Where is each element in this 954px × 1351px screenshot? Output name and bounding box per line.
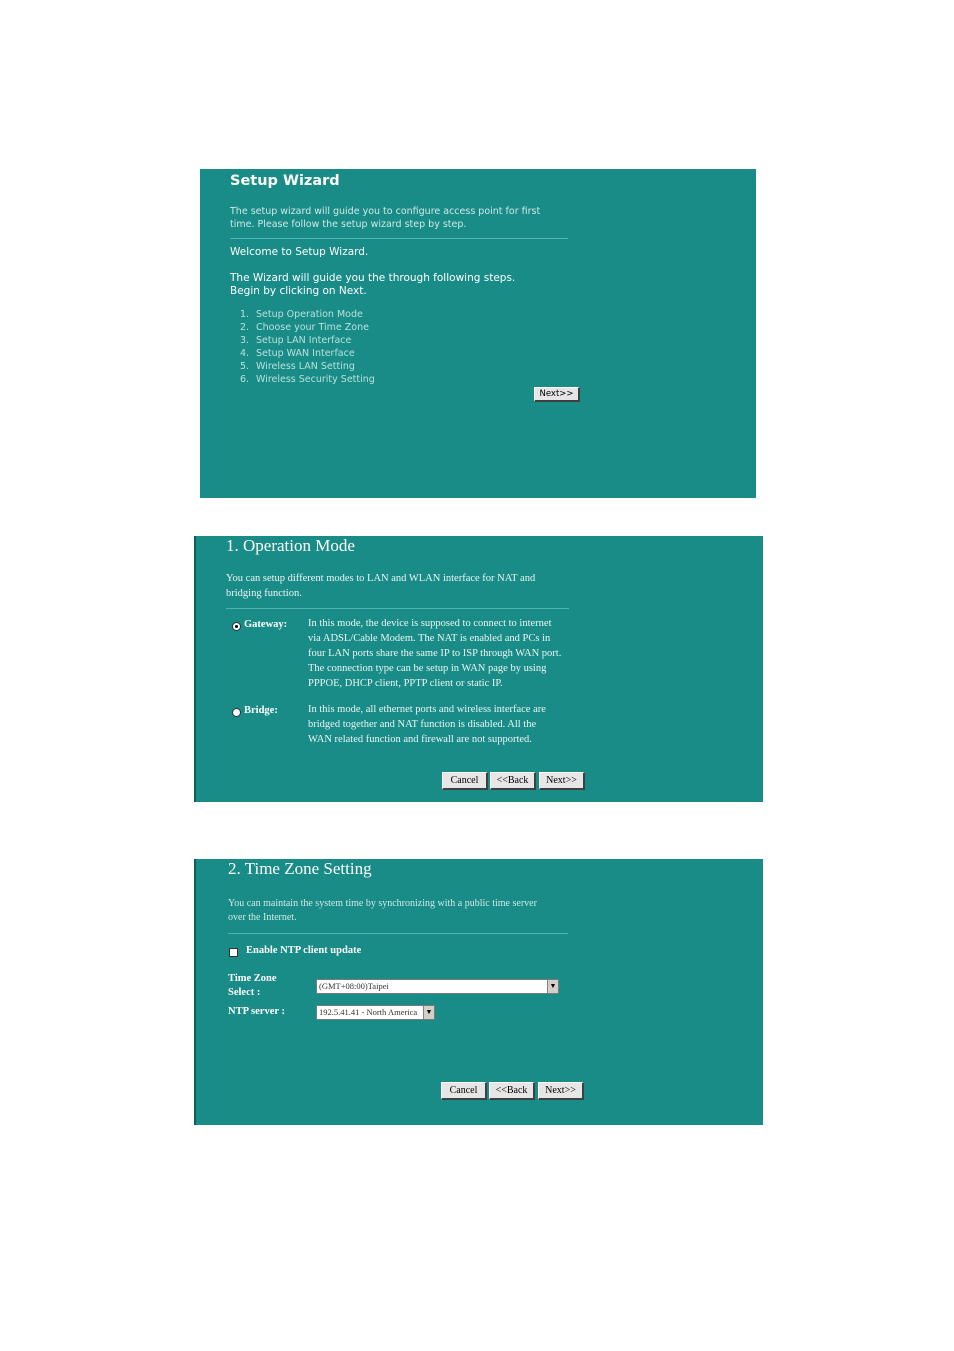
list-item: 1. Setup Operation Mode [240,309,363,320]
back-button[interactable]: <<Back [490,772,536,790]
chevron-down-icon[interactable]: ▼ [547,980,558,993]
back-button[interactable]: <<Back [489,1082,535,1100]
time-zone-label: Time Zone Select : [228,973,277,998]
operation-mode-intro-line2: bridging function. [226,588,302,599]
operation-mode-panel [194,536,763,802]
wizard-next-button[interactable]: Next>> [534,387,580,402]
wizard-divider [230,238,568,239]
setup-wizard-panel [200,169,756,498]
gateway-radio[interactable] [232,622,241,631]
ntp-enable-checkbox[interactable] [229,948,238,957]
cancel-button[interactable]: Cancel [442,772,488,790]
wizard-welcome: Welcome to Setup Wizard. [230,246,369,258]
list-item: 5. Wireless LAN Setting [240,361,355,372]
operation-mode-divider [226,608,569,609]
list-item: 2. Choose your Time Zone [240,322,369,333]
wizard-intro-line2: time. Please follow the setup wizard step by step. [230,219,467,230]
list-item: 6. Wireless Security Setting [240,374,375,385]
bridge-label: Bridge: [244,705,278,716]
gateway-description: In this mode, the device is supposed to connect to internet via ADSL/Cable Modem. The NAT is enabled and PCs in four LAN ports share the same IP to ISP through WAN port. The connection type can be setup in WAN page by using PPPOE, DHCP client, PPTP client or static IP. [308,618,562,689]
time-zone-panel [194,859,763,1125]
time-zone-intro-line2: over the Internet. [228,912,297,923]
ntp-enable-label: Enable NTP client update [246,945,362,956]
bridge-radio[interactable] [232,708,241,717]
wizard-step-list [240,308,375,386]
time-zone-select[interactable]: (GMT+08:00)Taipei ▼ [316,979,559,994]
time-zone-title: 2. Time Zone Setting [228,859,372,878]
time-zone-divider [228,933,568,934]
operation-mode-intro-line1: You can setup different modes to LAN and WLAN interface for NAT and [226,573,536,584]
wizard-guide-line2: Begin by clicking on Next. [230,285,367,297]
gateway-label: Gateway: [244,619,288,630]
wizard-intro-line1: The setup wizard will guide you to configure access point for first [230,206,541,217]
list-item: 4. Setup WAN Interface [240,348,355,359]
next-button[interactable]: Next>> [539,772,585,790]
time-zone-intro-line1: You can maintain the system time by synchronizing with a public time server [228,898,537,909]
ntp-server-label: NTP server : [228,1006,285,1017]
cancel-button[interactable]: Cancel [441,1082,487,1100]
operation-mode-title: 1. Operation Mode [226,536,355,555]
wizard-title: Setup Wizard [230,173,340,189]
wizard-guide-line1: The Wizard will guide you the through following steps. [230,272,516,284]
ntp-server-select[interactable]: 192.5.41.41 - North America ▼ [316,1005,435,1020]
list-item: 3. Setup LAN Interface [240,335,352,346]
bridge-description: In this mode, all ethernet ports and wireless interface are bridged together and NAT function is disabled. All the WAN related function and firewall are not supported. [308,704,546,745]
next-button[interactable]: Next>> [538,1082,584,1100]
chevron-down-icon[interactable]: ▼ [423,1006,434,1019]
